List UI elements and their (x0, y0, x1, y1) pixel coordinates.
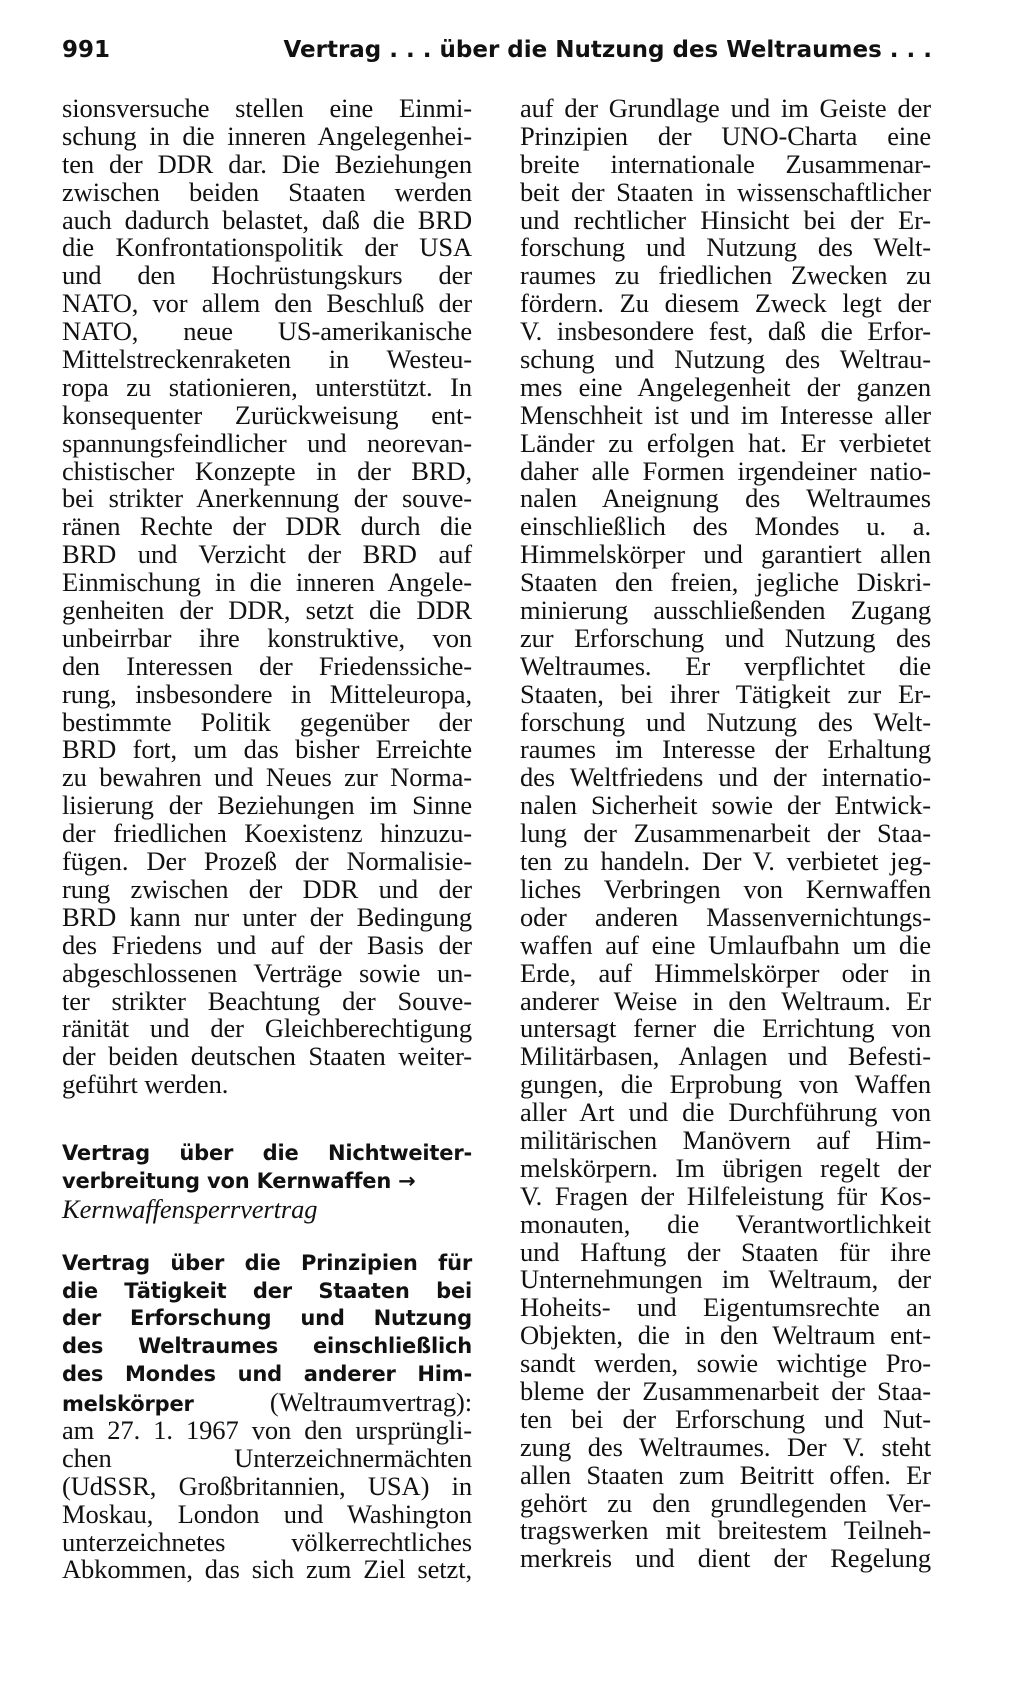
text-line: oder anderen Massenvernichtungs- (520, 901, 931, 932)
text-line: Prinzipien der UNO-Charta eine (520, 120, 931, 151)
text-line: BRD und Verzicht der BRD auf (62, 539, 472, 570)
text-line: anderer Weise in den Weltraum. Er (520, 985, 931, 1016)
entry-headword: des Mondes und anderer Him- (62, 1362, 472, 1387)
text-line: zwischen beiden Staaten werden (62, 176, 472, 207)
cross-reference-link[interactable]: Kernwaffensperrvertrag (62, 1193, 318, 1224)
text-line: Einmischung in die inneren Angele- (62, 567, 472, 598)
text-line: daher alle Formen irgendeiner natio- (520, 455, 931, 486)
text-line: Länder zu erfolgen hat. Er verbietet (520, 427, 931, 458)
text-line: fördern. Zu diesem Zweck legt der (520, 288, 931, 319)
text-line: zu bewahren und Neues zur Norma- (62, 762, 472, 793)
text-line: BRD kann nur unter der Bedingung (62, 901, 472, 932)
text-line: Staaten, bei ihrer Tätigkeit zur Er- (520, 678, 931, 709)
text-line: raumes im Interesse der Erhaltung (520, 734, 931, 765)
text-line: V. insbesondere fest, daß die Erfor- (520, 316, 931, 347)
text-line: lisierung der Beziehungen im Sinne (62, 790, 472, 821)
text-line: Himmelskörper und garantiert allen (520, 539, 931, 570)
text-line: der friedlichen Koexistenz hinzuzu- (62, 818, 472, 849)
headword-and-short-name (62, 1389, 472, 1417)
left-column (62, 95, 472, 1584)
text-line: liches Verbringen von Kernwaffen (520, 873, 931, 904)
text-line: gehört zu den grundlegenden Ver- (520, 1487, 931, 1518)
text-line: V. Fragen der Hilfeleistung für Kos- (520, 1180, 931, 1211)
text-line: tragswerken mit breitestem Teilneh- (520, 1515, 931, 1546)
text-line: ten der DDR dar. Die Beziehungen (62, 148, 472, 179)
text-line: nalen Sicherheit sowie der Entwick- (520, 790, 931, 821)
text-line: unbeirrbar ihre konstruktive, von (62, 622, 472, 653)
text-line: abgeschlossenen Verträge sowie un- (62, 957, 472, 988)
short-name: (Weltraumvertrag): (193, 1387, 472, 1418)
entry-headword: melskörper (62, 1392, 194, 1417)
text-line: gungen, die Erprobung von Waffen (520, 1069, 931, 1100)
text-line: NATO, vor allem den Beschluß der (62, 288, 472, 319)
text-line: ten bei der Erforschung und Nut- (520, 1403, 931, 1434)
text-line: Mittelstreckenraketen in Westeu- (62, 344, 472, 375)
text-line: Erde, auf Himmelskörper oder in (520, 957, 931, 988)
text-line: des Weltfriedens und der internatio- (520, 762, 931, 793)
text-line: breite internationale Zusammenar- (520, 148, 931, 179)
text-line: Moskau, London und Washington (62, 1498, 472, 1529)
text-line: ränen Rechte der DDR durch die (62, 511, 472, 542)
text-line: schung und Nutzung des Weltrau- (520, 344, 931, 375)
text-line: des Friedens und auf der Basis der (62, 929, 472, 960)
text-line: Menschheit ist und im Interesse aller (520, 399, 931, 430)
text-line: militärischen Manövern auf Him- (520, 1124, 931, 1155)
text-line: und den Hochrüstungskurs der (62, 260, 472, 291)
text-line: waffen auf eine Umlaufbahn um die (520, 929, 931, 960)
text-line: ränität und der Gleichberechtigung (62, 1013, 472, 1044)
text-line: den Interessen der Friedenssiche- (62, 650, 472, 681)
text-line: sionsversuche stellen eine Einmi- (62, 93, 472, 123)
text-line: melskörpern. Im übrigen regelt der (520, 1152, 931, 1183)
text-line: chistischer Konzepte in der BRD, (62, 455, 472, 486)
text-line: zung des Weltraumes. Der V. steht (520, 1431, 931, 1462)
text-line: Unternehmungen im Weltraum, der (520, 1264, 931, 1295)
text-line: zur Erforschung und Nutzung des (520, 622, 931, 653)
text-line: rung zwischen der DDR und der (62, 873, 472, 904)
text-line: untersagt ferner die Errichtung von (520, 1013, 931, 1044)
text-line: unterzeichnetes völkerrechtliches (62, 1526, 472, 1557)
entry-headword: der Erforschung und Nutzung (62, 1306, 472, 1331)
text-line: chen Unterzeichnermächten (62, 1442, 472, 1473)
text-line: konsequenter Zurückweisung ent- (62, 399, 472, 430)
text-line: spannungsfeindlicher und neorevan- (62, 427, 472, 458)
entry-headword: des Weltraumes einschließlich (62, 1334, 472, 1359)
text-line: auf der Grundlage und im Geiste der (520, 93, 931, 123)
text-line: Objekten, die in den Weltraum ent- (520, 1320, 931, 1351)
text-line: ropa zu stationieren, unterstützt. In (62, 371, 472, 402)
page-number: 991 (62, 37, 111, 63)
right-column (520, 95, 931, 1573)
text-line: monauten, die Verantwortlichkeit (520, 1208, 931, 1239)
text-line: bei strikter Anerkennung der souve- (62, 483, 472, 514)
entry-headword: verbreitung von Kernwaffen → (62, 1168, 416, 1193)
text-line: und rechtlicher Hinsicht bei der Er- (520, 204, 931, 235)
text-line: Militärbasen, Anlagen und Befesti- (520, 1041, 931, 1072)
text-line: beit der Staaten in wissenschaftlicher (520, 176, 931, 207)
text-line: und Haftung der Staaten für ihre (520, 1236, 931, 1267)
text-line: raumes zu friedlichen Zwecken zu (520, 260, 931, 291)
text-line: Hoheits- und Eigentumsrechte an (520, 1292, 931, 1323)
text-line: fügen. Der Prozeß der Normalisie- (62, 846, 472, 877)
running-title: Vertrag . . . über die Nutzung des Weltraumes . . . (283, 37, 932, 63)
text-line: ter strikter Beachtung der Souve- (62, 985, 472, 1016)
text-line: merkreis und dient der Regelung (520, 1543, 931, 1574)
text-line: bleme der Zusammenarbeit der Staa- (520, 1375, 931, 1406)
entry-weltraumvertrag (62, 1250, 472, 1585)
text-line: geführt werden. (62, 1069, 229, 1100)
text-line: allen Staaten zum Beitritt offen. Er (520, 1459, 931, 1490)
text-line: (UdSSR, Großbritannien, USA) in (62, 1470, 472, 1501)
text-line: genheiten der DDR, setzt die DDR (62, 595, 472, 626)
text-line: bestimmte Politik gegenüber der (62, 706, 472, 737)
text-line: Abkommen, das sich zum Ziel setzt, (62, 1554, 472, 1585)
page-header (62, 32, 932, 68)
continued-paragraph (62, 95, 472, 1099)
text-line: der beiden deutschen Staaten weiter- (62, 1041, 472, 1072)
text-line: ten zu handeln. Der V. verbietet jeg- (520, 846, 931, 877)
text-line: mes eine Angelegenheit der ganzen (520, 371, 931, 402)
text-line: Weltraumes. Er verpflichtet die (520, 650, 931, 681)
text-line: Staaten den freien, jegliche Diskri- (520, 567, 931, 598)
entry-headword: die Tätigkeit der Staaten bei (62, 1278, 472, 1303)
text-line: NATO, neue US-amerikanische (62, 316, 472, 347)
text-line: lung der Zusammenarbeit der Staa- (520, 818, 931, 849)
text-line: am 27. 1. 1967 von den ursprüngli- (62, 1414, 472, 1445)
text-line: schung in die inneren Angelegenhei- (62, 120, 472, 151)
entry-headword: Vertrag über die Nichtweiter- (62, 1140, 472, 1165)
text-line: nalen Aneignung des Weltraumes (520, 483, 931, 514)
text-line: die Konfrontationspolitik der USA (62, 232, 472, 263)
text-line: einschließlich des Mondes u. a. (520, 511, 931, 542)
entry-nichtweiterverbreitung (62, 1140, 472, 1224)
text-line: aller Art und die Durchführung von (520, 1097, 931, 1128)
text-line: BRD fort, um das bisher Erreichte (62, 734, 472, 765)
text-line: minierung ausschließenden Zugang (520, 595, 931, 626)
text-line: forschung und Nutzung des Welt- (520, 706, 931, 737)
text-line: sandt werden, sowie wichtige Pro- (520, 1348, 931, 1379)
text-line: auch dadurch belastet, daß die BRD (62, 204, 472, 235)
text-line: rung, insbesondere in Mitteleuropa, (62, 678, 472, 709)
entry-headword: Vertrag über die Prinzipien für (62, 1250, 472, 1275)
text-line: forschung und Nutzung des Welt- (520, 232, 931, 263)
